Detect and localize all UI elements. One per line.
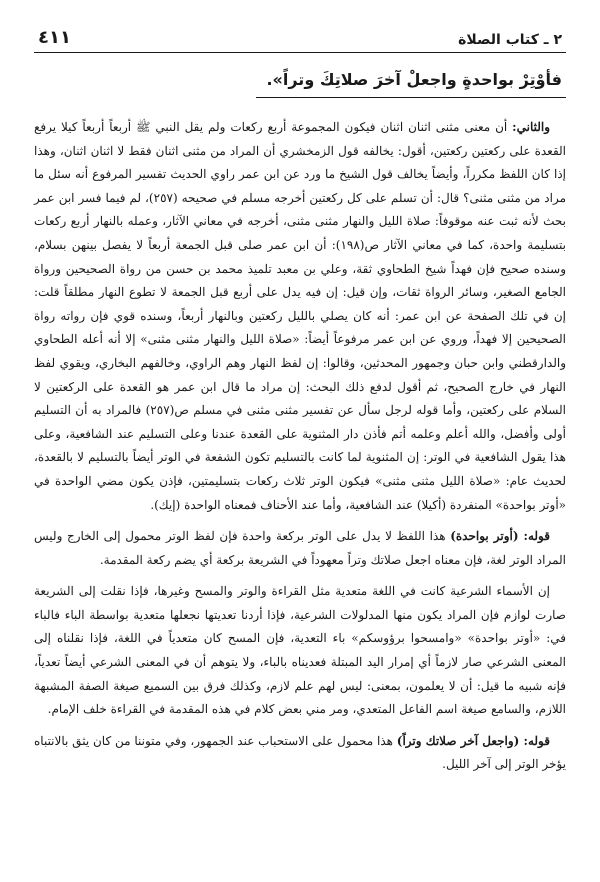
chapter-title: ٢ ـ كتاب الصلاة — [458, 32, 562, 48]
commentary-paragraph-3 — [34, 580, 566, 722]
paragraph-text: إن الأسماء الشرعية كانت في اللغة متعدية مثل القراءة والوتر والمسح وغيرها، فإذا نقلت إلى الشريعة صارت لوازم فإن المراد يكون منها المدلولات الشرعية، فإذا أردنا تعديتها نجعلها متعدية بواسطة الباء فالباء في: «أوتر بواحدة» «وامسحوا برؤوسكم» باء التعدية، فإن المسح كان متعدياً في اللغة، فإذا نقلناه إلى المعنى الشرعي صار لازماً أي إمرار اليد المبتلة فعديناه بالباء، ولا يتوهم أن في المعنى الشرعي أيضاً تعدياً، فإنه شبيه ما قيل: أن لا يعلمون، بمعنى: ليس لهم علم لازم، وكذلك فرق بين السميع صيغة الصفة المشبهة اللازم، والسامع صيغة اسم الفاعل المتعدي، ومر مني بعض كلام في هذه المقدمة في القراءة خلف الإمام. — [34, 584, 567, 717]
page-number: ٤١١ — [38, 27, 71, 48]
paragraph-text: أن معنى مثنى اثنان اثنان فيكون المجموعة أربع ركعات ولم يقل النبي ﷺ أربعاً أربعاً كيلا يرفع القعدة على ركعتين ركعتين، أقول: يخالفه قول الزمخشري أن المراد من مثنى اثنان فقط لا اثنان اثنان، وهذا إذا كان اللفظ مكرراً، وأيضاً يخالف قول الشيخ ما ورد عن ابن عمر راوي الحديث تفسير المرفوع أنه سئل ما مراد من مثنى مثنى؟ قال: أن تسلم على كل ركعتين أخرجه مسلم في صحيحه (٢٥٧)، لم فيما فسر ابن عمر بحث لأنه ثبت عنه موقوفاً: صلاة الليل والنهار مثنى مثنى، أخرجه في معاني الآثار، وعمله بالنهار أربع ركعات بتسليمة واحدة، كما في معاني الآثار ص(١٩٨): أن ابن عمر صلى قبل الجمعة أربعاً لا يفصل بينهن بسلام، وسنده صحيح فإن فهداً شيخ الطحاوي ثقة، وعلي بن معبد تلميذ محمد بن حسن من رواة الصحيحين ورواة الجامع الصغير، وسائر الرواة ثقات، وإن قيل: إن فيه يدل على أربع قبل الجمعة لا تطوع النهار مطلقاً قلت: إن في تلك الصفحة عن ابن عمر: أنه كان يصلي بالليل ركعتين وبالنهار أربعاً، وسنده قوي فإن رواته رواة الصحيحين إلا فهداً، وروي عن ابن عمر مرفوعاً أيضاً: «صلاة الليل والنهار مثنى مثنى» إلا أنه أعله الطحاوي والدارقطني وابن حبان وجمهور المحدثين، وقالوا: إن لفظ النهار وهم الراوي، وخالفهم البخاري، ويقوي لفظ النهار في خارج الصحيح، ثم أقول لدفع ذلك البحث: إن مراد ما قال ابن عمر هو القعدة على الركعتين لا السلام على ركعتين، وأما قوله لرجل سأل عن تفسير مثنى مثنى في مسلم ص(٢٥٧) فالمراد به أن التسليم أولى وأفضل، والله أعلم وعلمه أتم فأذن دار المثنوية على القعدة عندنا وعلى التسليم عند الشافعية، وعلى هذا يقول الشافعية في الوتر: إن المثنوية لما كانت بالتسليم تكون الشفعة في الوتر أيضاً بالتسليم لا بالقعدة، لحديث عام: «صلاة الليل مثنى مثنى» فيكون الوتر ثلاث ركعات بتسليمتين، فإذن يكون مضي الواحدة في «أوتر بواحدة» المنفردة (أكيلا) عند الشافعية، وأما عند الأحناف فمعناه الواحدة (إيك). — [34, 120, 567, 512]
paragraph-text: هذا محمول على الاستحباب عند الجمهور، وفي متوننا من كان يثق بالانتباه يؤخر الوتر إلى آخر الليل. — [34, 733, 566, 772]
commentary-paragraph-1 — [34, 116, 566, 517]
hadith-divider — [256, 97, 566, 98]
commentary-paragraph-2 — [34, 525, 566, 572]
running-header — [34, 14, 566, 53]
paragraph-text: هذا اللفظ لا يدل على الوتر بركعة واحدة فإن لفظ الوتر محمول إلى الخارج وليس المراد الوتر لغة، فإن معناه اجعل صلاتك وتراً معهوداً في الشريعة بركعة أي يضم ركعة المقدمة. — [34, 529, 566, 567]
paragraph-lead: قوله: (واجعل آخر صلاتك وتراً) — [396, 733, 550, 748]
paragraph-lead: والثاني: — [512, 120, 551, 134]
commentary-paragraph-4 — [34, 730, 566, 777]
hadith-excerpt: فأوْتِرْ بواحدةٍ واجعلْ آخرَ صلاتِكَ وتراً». — [266, 70, 562, 89]
paragraph-lead: قوله: (أوتر بواحدة) — [450, 529, 550, 544]
